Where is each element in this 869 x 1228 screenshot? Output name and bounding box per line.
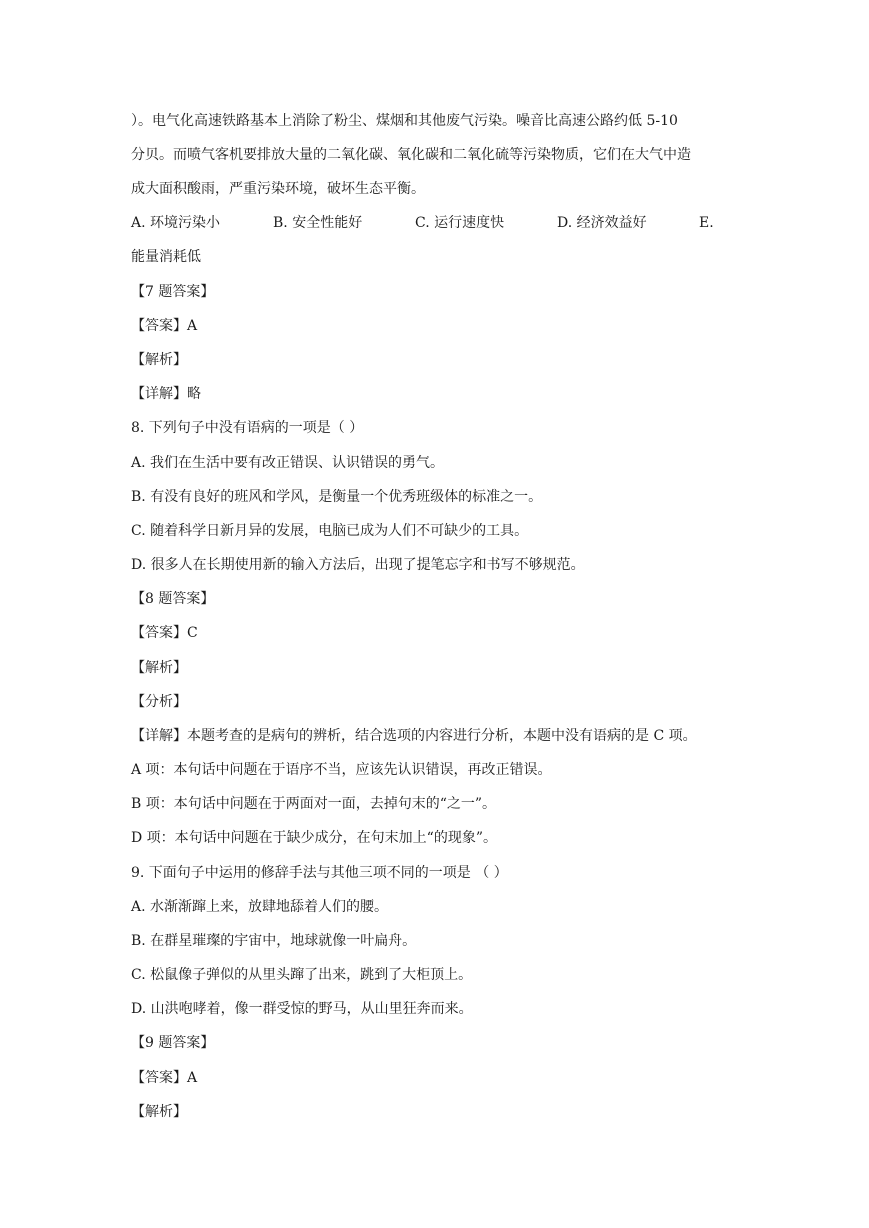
- q7-options: [131, 211, 749, 235]
- q9-option-b: B. 在群星璀璨的宇宙中，地球就像一叶扁舟。: [131, 933, 417, 949]
- intro-line: 分贝。而喷气客机要排放大量的二氧化碳、氧化碳和二氧化硫等污染物质，它们在大气中造: [131, 147, 691, 163]
- q9-answer-heading: 【9 题答案】: [131, 1035, 215, 1051]
- q8-analysis: 【解析】: [131, 660, 187, 676]
- intro-line: 成大面积酸雨，严重污染环境，破坏生态平衡。: [131, 181, 425, 197]
- option-b: B. 安全性能好: [273, 215, 363, 231]
- q9-option-a: A. 水渐渐蹿上来，放肆地舔着人们的腰。: [131, 899, 389, 915]
- option-e-text: 能量消耗低: [131, 249, 201, 265]
- q7-detail: 【详解】略: [131, 386, 201, 402]
- q8-option-b: B. 有没有良好的班风和学风，是衡量一个优秀班级体的标准之一。: [131, 489, 543, 505]
- option-c: C. 运行速度快: [415, 215, 505, 231]
- q8-option-a: A. 我们在生活中要有改正错误、认识错误的勇气。: [131, 455, 445, 471]
- q8-note-a: A 项：本句话中问题在于语序不当，应该先认识错误，再改正错误。: [131, 762, 552, 778]
- q8-option-c: C. 随着科学日新月异的发展，电脑已成为人们不可缺少的工具。: [131, 523, 529, 539]
- q8-answer: 【答案】C: [131, 625, 198, 641]
- q9-analysis: 【解析】: [131, 1104, 187, 1120]
- q8-stem: 8. 下列句子中没有语病的一项是（ ）: [131, 420, 364, 436]
- q9-answer: 【答案】A: [131, 1070, 198, 1086]
- q9-option-d: D. 山洪咆哮着，像一群受惊的野马，从山里狂奔而来。: [131, 1001, 473, 1017]
- q8-detail: 【详解】本题考查的是病句的辨析，结合选项的内容进行分析，本题中没有语病的是 C 项。: [131, 728, 697, 744]
- q7-answer-heading: 【7 题答案】: [131, 284, 215, 300]
- q8-note-d: D 项：本句话中问题在于缺少成分，在句末加上“的现象”。: [131, 830, 497, 846]
- q8-answer-heading: 【8 题答案】: [131, 591, 215, 607]
- q8-note-b: B 项：本句话中问题在于两面对一面，去掉句末的“之一”。: [131, 796, 497, 812]
- option-a: A. 环境污染小: [131, 215, 221, 231]
- q8-option-d: D. 很多人在长期使用新的输入方法后，出现了提笔忘字和书写不够规范。: [131, 557, 585, 573]
- option-e: E.: [699, 215, 714, 231]
- option-d: D. 经济效益好: [557, 215, 647, 231]
- q9-option-c: C. 松鼠像子弹似的从里头蹿了出来，跳到了大柜顶上。: [131, 967, 473, 983]
- q7-answer: 【答案】A: [131, 318, 198, 334]
- q8-fenxi: 【分析】: [131, 694, 187, 710]
- q7-analysis: 【解析】: [131, 352, 187, 368]
- q9-stem: 9. 下面句子中运用的修辞手法与其他三项不同的一项是 （ ）: [131, 865, 508, 881]
- intro-line: ）。电气化高速铁路基本上消除了粉尘、煤烟和其他废气污染。噪音比高速公路约低 5-10: [131, 113, 678, 129]
